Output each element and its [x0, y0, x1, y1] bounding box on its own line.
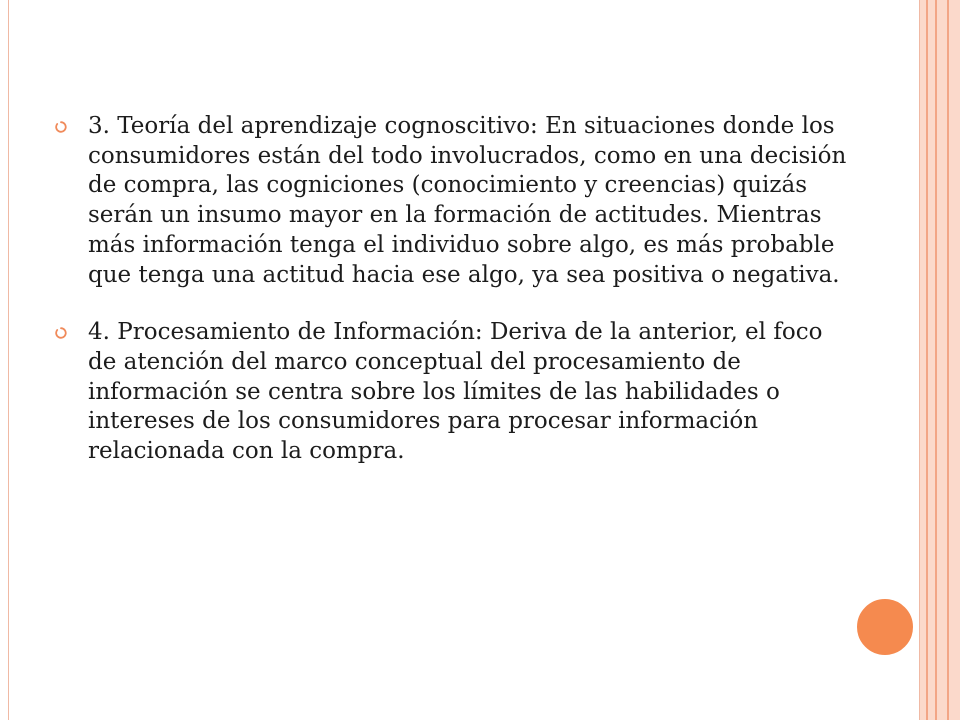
orange-ring-bullet-icon [55, 121, 67, 133]
slide-content [55, 112, 855, 467]
stripe-3 [928, 0, 935, 720]
stripe-5 [937, 0, 947, 720]
bullet-text: 3. Teoría del aprendizaje cognoscitivo: En situaciones donde los consumidores están del todo involucrados, como en una decisión de compra, las cogniciones (conocimiento y creencias) quizás serán un insumo mayor en la formación de actitudes. Mientras más información tenga el individuo sobre algo, es más probable que tenga una actitud hacia ese algo, ya sea positiva o negativa. [88, 113, 847, 288]
bullet-item-information-processing [55, 318, 855, 467]
bullet-text: 4. Procesamiento de Información: Deriva de la anterior, el foco de atención del marco conceptual del procesamiento de información se centra sobre los límites de las habilidades o intereses de los consumidores para procesar información relacionada con la compra. [88, 319, 823, 465]
orange-circle-decoration [855, 597, 915, 657]
bullet-item-learning-theory [55, 112, 855, 290]
stripe-7 [949, 0, 960, 720]
orange-ring-bullet-icon [55, 327, 67, 339]
decorative-stripes [920, 0, 960, 720]
